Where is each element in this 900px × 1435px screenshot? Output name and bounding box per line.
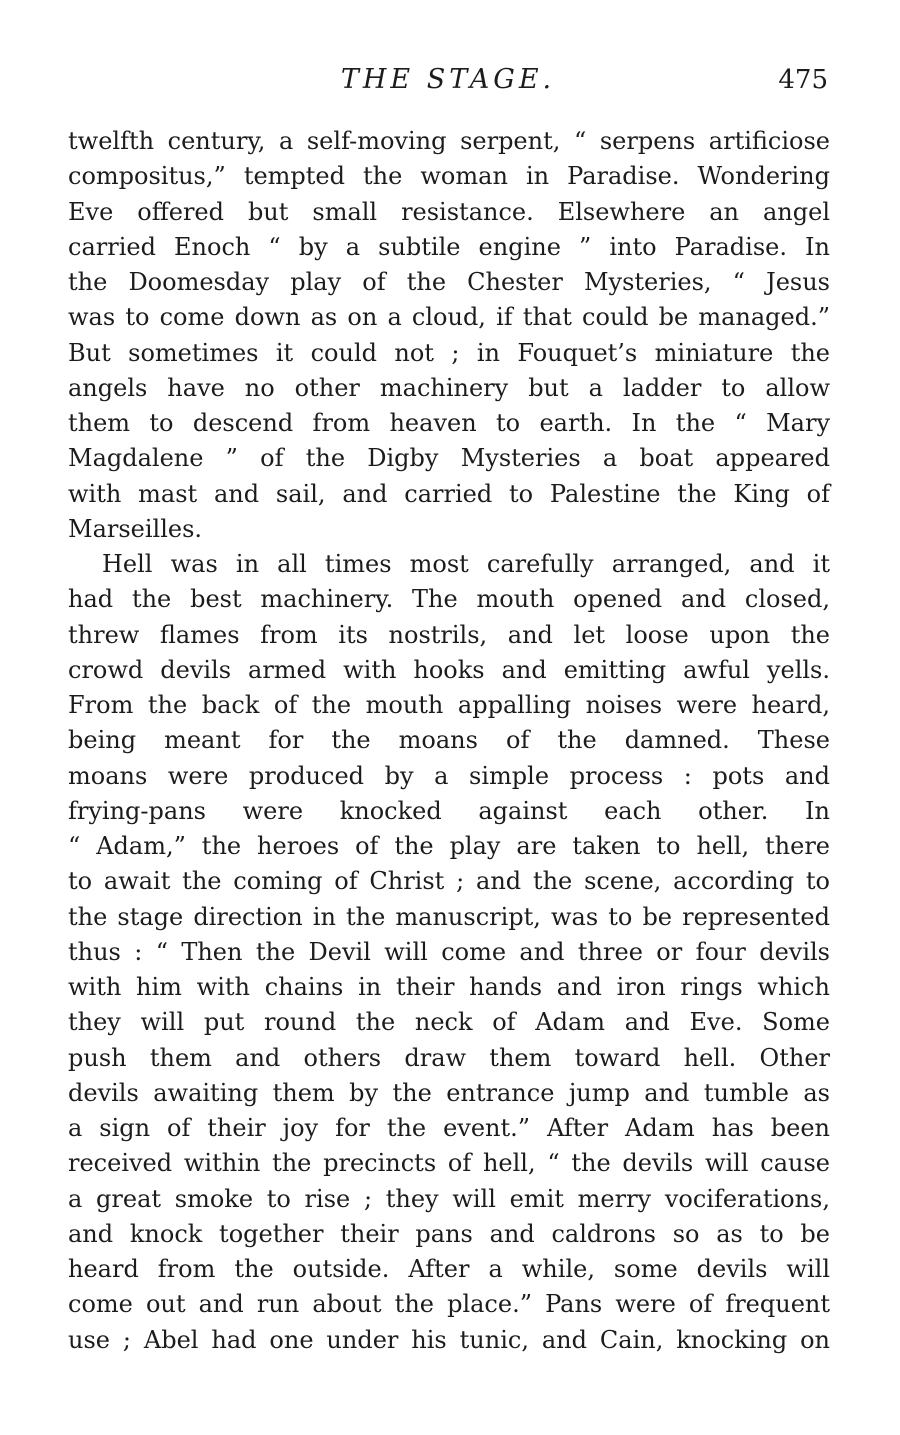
text-line: compositus,” tempted the woman in Paradise. Wondering [68, 162, 830, 191]
running-title: THE STAGE. [340, 64, 556, 95]
text-line: angels have no other machinery but a ladder to allow [68, 373, 830, 402]
text-line: moans were produced by a simple process : pots and [68, 761, 830, 790]
text-line: the Doomesday play of the Chester Mysteries, “ Jesus [68, 268, 830, 296]
text-line: received within the precincts of hell, “ the devils will cause [68, 1149, 830, 1178]
text-line: come out and run about the place.” Pans were of frequent [68, 1290, 830, 1319]
text-line: with mast and sail, and carried to Palestine the King of [68, 479, 830, 508]
text-line: frying-pans were knocked against each other. In [68, 796, 830, 825]
text-line: Marseilles. [68, 514, 203, 543]
text-line: crowd devils armed with hooks and emitting awful yells. [68, 655, 830, 684]
text-line: with him with chains in their hands and iron rings which [68, 973, 830, 1001]
body-text [68, 124, 830, 1358]
text-line: carried Enoch “ by a subtile engine ” into Paradise. In [68, 232, 830, 261]
text-line: “ Adam,” the heroes of the play are taken to hell, there [68, 832, 830, 860]
text-line: them to descend from heaven to earth. In the “ Mary [68, 409, 830, 437]
text-line: use ; Abel had one under his tunic, and Cain, knocking on [68, 1325, 830, 1354]
text-line: devils awaiting them by the entrance jump and tumble as [68, 1078, 830, 1107]
text-line: had the best machinery. The mouth opened and closed, [68, 585, 830, 614]
text-line: the stage direction in the manuscript, was to be represented [68, 902, 830, 931]
paragraph-1 [68, 124, 830, 547]
page-number: 475 [778, 65, 828, 95]
text-line: to await the coming of Christ ; and the scene, according to [68, 867, 830, 896]
page-header [68, 60, 828, 100]
paragraph-2 [68, 547, 830, 1358]
text-line: threw flames from its nostrils, and let loose upon the [68, 620, 830, 649]
text-line: Magdalene ” of the Digby Mysteries a boat appeared [68, 444, 830, 473]
text-line: a great smoke to rise ; they will emit merry vociferations, [68, 1184, 830, 1213]
text-line: a sign of their joy for the event.” After Adam has been [68, 1114, 830, 1142]
text-line: and knock together their pans and caldrons so as to be [68, 1219, 830, 1248]
text-line: twelfth century, a self-moving serpent, “ serpens artificiose [68, 127, 830, 155]
text-line: Hell was in all times most carefully arranged, and it [102, 550, 830, 578]
text-line: being meant for the moans of the damned. These [68, 726, 830, 755]
text-line: Eve offered but small resistance. Elsewhere an angel [68, 197, 830, 226]
text-line: was to come down as on a cloud, if that could be managed.” [68, 303, 830, 332]
text-line: heard from the outside. After a while, some devils will [68, 1255, 830, 1283]
text-line: push them and others draw them toward hell. Other [68, 1043, 830, 1072]
text-line: But sometimes it could not ; in Fouquet’s miniature the [68, 338, 830, 367]
text-line: From the back of the mouth appalling noises were heard, [68, 691, 830, 719]
text-line: they will put round the neck of Adam and Eve. Some [68, 1008, 830, 1037]
text-line: thus : “ Then the Devil will come and three or four devils [68, 937, 830, 966]
